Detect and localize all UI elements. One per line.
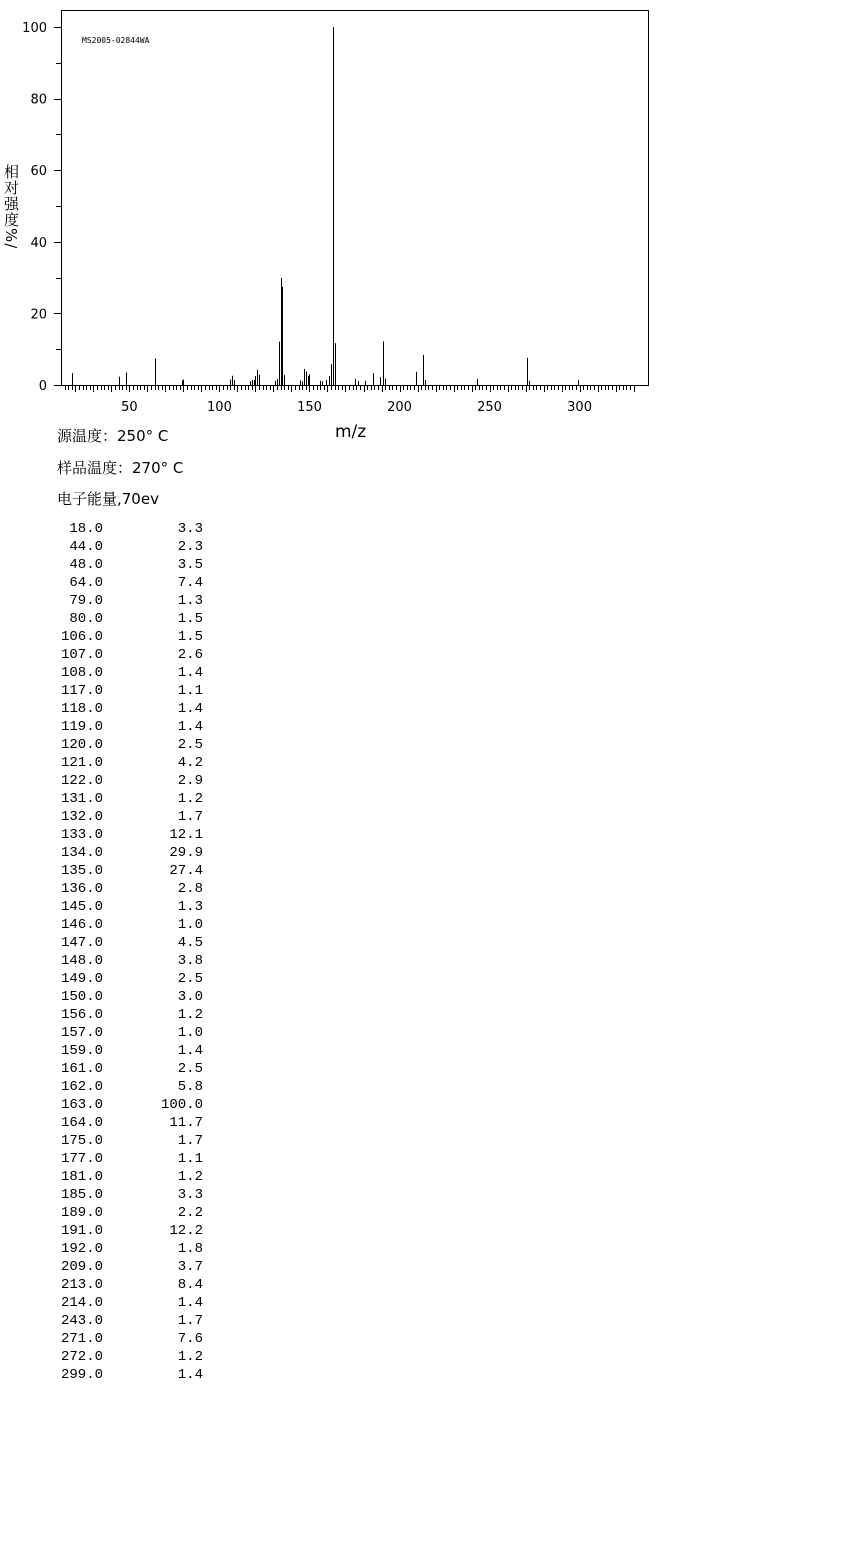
mz-value: 122.0 <box>60 773 103 789</box>
intensity-value: 100.0 <box>160 1097 203 1113</box>
mz-value: 79.0 <box>69 593 103 609</box>
table-row <box>40 1276 203 1294</box>
mz-value: 118.0 <box>60 701 103 717</box>
table-row <box>40 1312 203 1330</box>
peak-table <box>40 520 203 1384</box>
y-tick-label: 60 <box>30 164 47 180</box>
mz-value: 44.0 <box>69 539 103 555</box>
intensity-value: 1.4 <box>177 665 203 681</box>
mz-value: 117.0 <box>60 683 103 699</box>
intensity-value: 1.7 <box>177 1313 203 1329</box>
table-row <box>40 970 203 988</box>
y-tick-label: 20 <box>30 307 47 323</box>
mz-value: 145.0 <box>60 899 103 915</box>
table-row <box>40 646 203 664</box>
plot-frame <box>62 11 649 386</box>
mz-value: 192.0 <box>60 1241 103 1257</box>
mz-value: 146.0 <box>60 917 103 933</box>
mz-value: 271.0 <box>60 1331 103 1347</box>
mz-value: 177.0 <box>60 1151 103 1167</box>
mz-value: 131.0 <box>60 791 103 807</box>
intensity-value: 3.7 <box>177 1259 203 1275</box>
intensity-value: 3.3 <box>177 521 203 537</box>
table-row <box>40 610 203 628</box>
table-row <box>40 1150 203 1168</box>
mz-value: 64.0 <box>69 575 103 591</box>
intensity-value: 7.4 <box>177 575 203 591</box>
intensity-value: 1.4 <box>177 701 203 717</box>
table-row <box>40 1024 203 1042</box>
table-row <box>40 1204 203 1222</box>
mz-value: 149.0 <box>60 971 103 987</box>
mz-value: 213.0 <box>60 1277 103 1293</box>
table-row <box>40 556 203 574</box>
mz-value: 119.0 <box>60 719 103 735</box>
table-row <box>40 538 203 556</box>
intensity-value: 1.1 <box>177 1151 203 1167</box>
mz-value: 120.0 <box>60 737 103 753</box>
mz-value: 135.0 <box>60 863 103 879</box>
mz-value: 163.0 <box>60 1097 103 1113</box>
mz-value: 161.0 <box>60 1061 103 1077</box>
intensity-value: 2.5 <box>177 971 203 987</box>
x-tick-label: 300 <box>567 400 592 415</box>
table-row <box>40 736 203 754</box>
mz-value: 157.0 <box>60 1025 103 1041</box>
table-row <box>40 1258 203 1276</box>
table-row <box>40 1240 203 1258</box>
mz-value: 136.0 <box>60 881 103 897</box>
table-row <box>40 1078 203 1096</box>
table-row <box>40 520 203 538</box>
y-axis-label: 相对强度%/ <box>2 164 20 250</box>
mz-value: 107.0 <box>60 647 103 663</box>
table-row <box>40 1366 203 1384</box>
intensity-value: 2.9 <box>177 773 203 789</box>
mz-value: 299.0 <box>60 1367 103 1383</box>
mz-value: 156.0 <box>60 1007 103 1023</box>
table-row <box>40 826 203 844</box>
mz-value: 18.0 <box>69 521 103 537</box>
mz-value: 272.0 <box>60 1349 103 1365</box>
intensity-value: 8.4 <box>177 1277 203 1293</box>
intensity-value: 2.5 <box>177 1061 203 1077</box>
table-row <box>40 1060 203 1078</box>
mz-value: 148.0 <box>60 953 103 969</box>
intensity-value: 1.7 <box>177 809 203 825</box>
intensity-value: 1.5 <box>177 629 203 645</box>
table-row <box>40 1294 203 1312</box>
mass-spectrum-chart <box>0 0 850 420</box>
table-row <box>40 628 203 646</box>
intensity-value: 2.8 <box>177 881 203 897</box>
table-row <box>40 898 203 916</box>
table-row <box>40 952 203 970</box>
table-row <box>40 664 203 682</box>
x-tick-label: 50 <box>121 400 138 415</box>
table-row <box>40 916 203 934</box>
intensity-value: 5.8 <box>177 1079 203 1095</box>
intensity-value: 1.3 <box>177 899 203 915</box>
table-row <box>40 1222 203 1240</box>
x-tick-label: 250 <box>477 400 502 415</box>
intensity-value: 1.8 <box>177 1241 203 1257</box>
intensity-value: 29.9 <box>169 845 203 861</box>
mz-value: 48.0 <box>69 557 103 573</box>
intensity-value: 1.4 <box>177 719 203 735</box>
intensity-value: 27.4 <box>169 863 203 879</box>
table-row <box>40 862 203 880</box>
x-axis <box>66 385 635 415</box>
intensity-value: 1.2 <box>177 1349 203 1365</box>
x-axis-label: m/z <box>335 422 367 442</box>
table-row <box>40 934 203 952</box>
table-row <box>40 988 203 1006</box>
intensity-value: 1.1 <box>177 683 203 699</box>
intensity-value: 1.5 <box>177 611 203 627</box>
mz-value: 121.0 <box>60 755 103 771</box>
mz-value: 134.0 <box>60 845 103 861</box>
table-row <box>40 1330 203 1348</box>
y-tick-label: 80 <box>30 92 47 108</box>
table-row <box>40 880 203 898</box>
sample-temperature: 样品温度：270° C <box>57 459 184 477</box>
table-row <box>40 682 203 700</box>
mz-value: 147.0 <box>60 935 103 951</box>
mz-value: 164.0 <box>60 1115 103 1131</box>
table-row <box>40 1168 203 1186</box>
source-temperature: 源温度：250° C <box>57 427 169 445</box>
intensity-value: 1.3 <box>177 593 203 609</box>
intensity-value: 11.7 <box>169 1115 203 1131</box>
table-row <box>40 772 203 790</box>
intensity-value: 1.4 <box>177 1367 203 1383</box>
table-row <box>40 700 203 718</box>
table-row <box>40 1042 203 1060</box>
intensity-value: 1.0 <box>177 1025 203 1041</box>
mz-value: 209.0 <box>60 1259 103 1275</box>
intensity-value: 3.0 <box>177 989 203 1005</box>
table-row <box>40 718 203 736</box>
intensity-value: 7.6 <box>177 1331 203 1347</box>
table-row <box>40 574 203 592</box>
intensity-value: 4.5 <box>177 935 203 951</box>
table-row <box>40 790 203 808</box>
x-tick-label: 200 <box>387 400 412 415</box>
intensity-value: 1.4 <box>177 1043 203 1059</box>
intensity-value: 2.6 <box>177 647 203 663</box>
intensity-value: 1.2 <box>177 791 203 807</box>
mz-value: 150.0 <box>60 989 103 1005</box>
y-tick-label: 100 <box>22 21 47 36</box>
y-tick-label: 0 <box>38 379 47 394</box>
table-row <box>40 1006 203 1024</box>
intensity-value: 1.0 <box>177 917 203 933</box>
mz-value: 191.0 <box>60 1223 103 1239</box>
mz-value: 132.0 <box>60 809 103 825</box>
mz-value: 133.0 <box>60 827 103 843</box>
x-tick-label: 150 <box>297 400 322 415</box>
intensity-value: 12.2 <box>169 1223 203 1239</box>
table-row <box>40 1348 203 1366</box>
electron-energy: 电子能量,70ev <box>57 490 159 508</box>
table-row <box>40 592 203 610</box>
intensity-value: 4.2 <box>177 755 203 771</box>
mz-value: 181.0 <box>60 1169 103 1185</box>
intensity-value: 3.3 <box>177 1187 203 1203</box>
intensity-value: 2.3 <box>177 539 203 555</box>
y-tick-label: 40 <box>30 235 47 251</box>
mz-value: 162.0 <box>60 1079 103 1095</box>
peaks <box>73 27 579 385</box>
intensity-value: 3.5 <box>177 557 203 573</box>
mz-value: 189.0 <box>60 1205 103 1221</box>
spectrum-id: MS2005-02844WA <box>82 36 150 45</box>
intensity-value: 2.5 <box>177 737 203 753</box>
table-row <box>40 1096 203 1114</box>
intensity-value: 1.2 <box>177 1007 203 1023</box>
mz-value: 80.0 <box>69 611 103 627</box>
intensity-value: 2.2 <box>177 1205 203 1221</box>
table-row <box>40 1114 203 1132</box>
mz-value: 159.0 <box>60 1043 103 1059</box>
y-axis <box>22 21 61 394</box>
mz-value: 108.0 <box>60 665 103 681</box>
intensity-value: 12.1 <box>169 827 203 843</box>
table-row <box>40 844 203 862</box>
intensity-value: 1.7 <box>177 1133 203 1149</box>
intensity-value: 1.4 <box>177 1295 203 1311</box>
x-tick-label: 100 <box>207 400 232 415</box>
mz-value: 106.0 <box>60 629 103 645</box>
mz-value: 175.0 <box>60 1133 103 1149</box>
table-row <box>40 808 203 826</box>
mz-value: 214.0 <box>60 1295 103 1311</box>
table-row <box>40 754 203 772</box>
table-row <box>40 1186 203 1204</box>
mz-value: 243.0 <box>60 1313 103 1329</box>
intensity-value: 1.2 <box>177 1169 203 1185</box>
intensity-value: 3.8 <box>177 953 203 969</box>
mz-value: 185.0 <box>60 1187 103 1203</box>
table-row <box>40 1132 203 1150</box>
